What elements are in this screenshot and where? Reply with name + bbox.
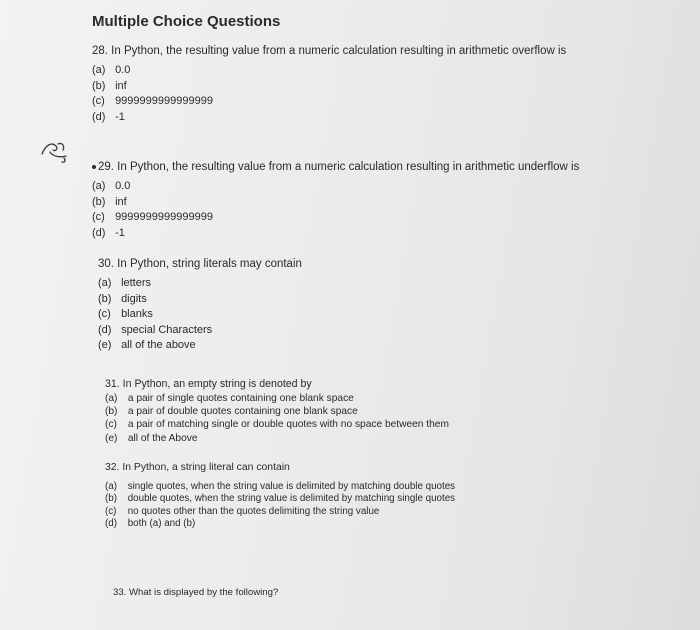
option-label: (a)	[105, 481, 117, 492]
option-label: (c)	[92, 95, 105, 108]
option-item	[98, 338, 302, 354]
question-31	[105, 378, 449, 445]
option-text: a pair of single quotes containing one blank space	[127, 393, 354, 404]
option-text: letters	[121, 277, 152, 289]
option-item	[105, 493, 455, 505]
option-label: (c)	[105, 419, 117, 431]
option-label: (b)	[105, 406, 118, 418]
option-label: (c)	[98, 308, 111, 321]
option-item	[92, 210, 579, 226]
option-label: (a)	[92, 64, 106, 76]
option-text: 0.0	[115, 180, 131, 192]
option-item	[92, 226, 579, 242]
option-text: 0.0	[115, 64, 131, 76]
option-label: (d)	[98, 323, 112, 336]
handwritten-dot-mark	[92, 165, 96, 169]
option-text: all of the above	[121, 339, 196, 352]
option-text: 9999999999999999	[115, 95, 213, 108]
option-label: (b)	[92, 195, 106, 208]
option-item	[105, 518, 455, 530]
question-stem: 30. In Python, string literals may contain	[98, 258, 302, 270]
option-list	[92, 63, 566, 125]
option-item	[98, 323, 302, 339]
option-label: (d)	[92, 110, 106, 123]
option-item	[105, 392, 449, 405]
option-item	[92, 179, 579, 195]
question-stem: 33. What is displayed by the following?	[113, 587, 279, 598]
option-label: (b)	[105, 493, 117, 505]
option-item	[92, 63, 566, 79]
option-label: (d)	[105, 518, 117, 530]
option-label: (a)	[105, 393, 118, 404]
option-list	[105, 392, 449, 445]
option-label: (b)	[98, 292, 112, 305]
option-text: a pair of double quotes containing one blank space	[127, 406, 358, 418]
question-30	[98, 258, 302, 354]
option-item	[92, 195, 579, 211]
option-label: (c)	[92, 211, 105, 224]
question-28	[92, 45, 566, 125]
option-text: inf	[115, 195, 127, 208]
handwritten-margin-mark	[38, 138, 72, 166]
option-label: (b)	[92, 79, 106, 92]
option-label: (a)	[98, 277, 112, 289]
option-item	[105, 418, 449, 431]
option-list	[92, 179, 579, 241]
page-title: Multiple Choice Questions	[92, 13, 281, 30]
option-label: (c)	[105, 505, 117, 517]
option-text: -1	[115, 110, 125, 123]
option-item	[98, 276, 302, 292]
option-list	[105, 481, 455, 531]
option-text: all of the Above	[127, 432, 198, 444]
question-stem: 31. In Python, an empty string is denoted by	[105, 378, 312, 390]
option-item	[105, 432, 449, 445]
option-item	[92, 79, 566, 95]
question-stem: 28. In Python, the resulting value from a numeric calculation resulting in arithmetic overflow is	[92, 45, 567, 57]
question-stem: 29. In Python, the resulting value from a numeric calculation resulting in arithmetic underflow is	[98, 161, 580, 173]
question-29	[92, 161, 579, 241]
option-item	[92, 94, 566, 110]
option-text: digits	[121, 292, 147, 305]
option-item	[98, 307, 302, 323]
option-label: (e)	[105, 432, 118, 444]
option-text: both (a) and (b)	[127, 518, 196, 530]
option-text: blanks	[121, 308, 153, 321]
option-text: -1	[115, 226, 125, 239]
question-33	[113, 587, 278, 598]
question-stem: 32. In Python, a string literal can contain	[105, 462, 290, 473]
option-item	[105, 481, 455, 493]
option-text: special Characters	[121, 323, 213, 336]
option-label: (a)	[92, 180, 106, 192]
option-text: single quotes, when the string value is delimited by matching double quotes	[127, 481, 456, 492]
option-text: inf	[115, 79, 127, 92]
option-text: double quotes, when the string value is delimited by matching single quotes	[127, 493, 456, 505]
option-text: 9999999999999999	[115, 211, 213, 224]
option-item	[105, 506, 455, 518]
option-text: no quotes other than the quotes delimiting the string value	[127, 505, 380, 517]
option-list	[98, 276, 302, 354]
question-32	[105, 462, 455, 531]
option-text: a pair of matching single or double quotes with no space between them	[127, 419, 449, 431]
option-item	[98, 292, 302, 308]
option-item	[105, 405, 449, 418]
option-label: (d)	[92, 226, 106, 239]
option-label: (e)	[98, 339, 112, 352]
option-item	[92, 110, 566, 126]
